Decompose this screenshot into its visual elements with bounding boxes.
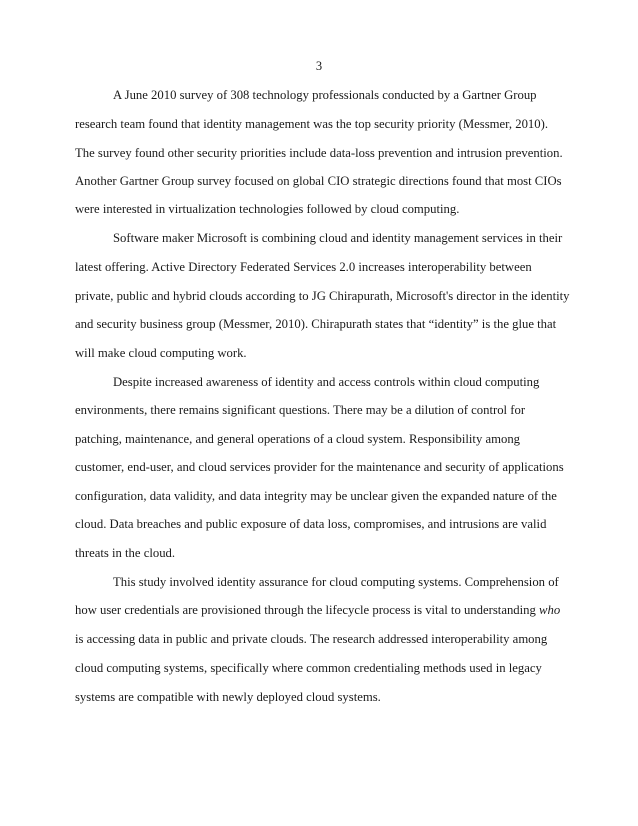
paragraph-4-line-2-text: how user credentials are provisioned through the lifecycle process is vital to understanding — [75, 603, 536, 617]
paragraph-4-line-5: systems are compatible with newly deployed cloud systems. — [75, 690, 381, 704]
paragraph-2-line-2: latest offering. Active Directory Federated Services 2.0 increases interoperability between — [75, 260, 532, 274]
paragraph-1-line-5: were interested in virtualization technologies followed by cloud computing. — [75, 202, 460, 216]
paragraph-1-line-1: A June 2010 survey of 308 technology professionals conducted by a Gartner Group — [113, 88, 537, 102]
paragraph-4-line-1: This study involved identity assurance for cloud computing systems. Comprehension of — [113, 575, 559, 589]
paragraph-3-line-5: configuration, data validity, and data integrity may be unclear given the expanded nature of the — [75, 489, 557, 503]
emphasis-word: who — [539, 603, 561, 617]
paragraph-2-line-1: Software maker Microsoft is combining cloud and identity management services in their — [113, 231, 563, 245]
paragraph-3-line-7: threats in the cloud. — [75, 546, 176, 560]
paragraph-3-line-2: environments, there remains significant questions. There may be a dilution of control for — [75, 403, 526, 417]
paragraph-4-line-2 — [75, 602, 575, 618]
paragraph-1-line-3: The survey found other security priorities include data-loss prevention and intrusion prevention. — [75, 146, 563, 160]
paragraph-4-line-4: cloud computing systems, specifically where common credentialing methods used in legacy — [75, 661, 542, 675]
paragraph-2-line-4: and security business group (Messmer, 2010). Chirapurath states that “identity” is the glue that — [75, 317, 557, 331]
paragraph-3-line-4: customer, end-user, and cloud services provider for the maintenance and security of applications — [75, 460, 564, 474]
paragraph-2-line-5: will make cloud computing work. — [75, 346, 247, 360]
page-number: 3 — [315, 59, 323, 73]
paragraph-2-line-3: private, public and hybrid clouds according to JG Chirapurath, Microsoft's director in the identity — [75, 289, 570, 303]
paragraph-3-line-1: Despite increased awareness of identity and access controls within cloud computing — [113, 375, 540, 389]
paragraph-1-line-2: research team found that identity management was the top security priority (Messmer, 2010). — [75, 117, 549, 131]
paragraph-3-line-6: cloud. Data breaches and public exposure of data loss, compromises, and intrusions are valid — [75, 517, 547, 531]
paragraph-1-line-4: Another Gartner Group survey focused on global CIO strategic directions found that most CIOs — [75, 174, 562, 188]
paragraph-4-line-3: is accessing data in public and private clouds. The research addressed interoperability among — [75, 632, 548, 646]
paragraph-3-line-3: patching, maintenance, and general operations of a cloud system. Responsibility among — [75, 432, 521, 446]
